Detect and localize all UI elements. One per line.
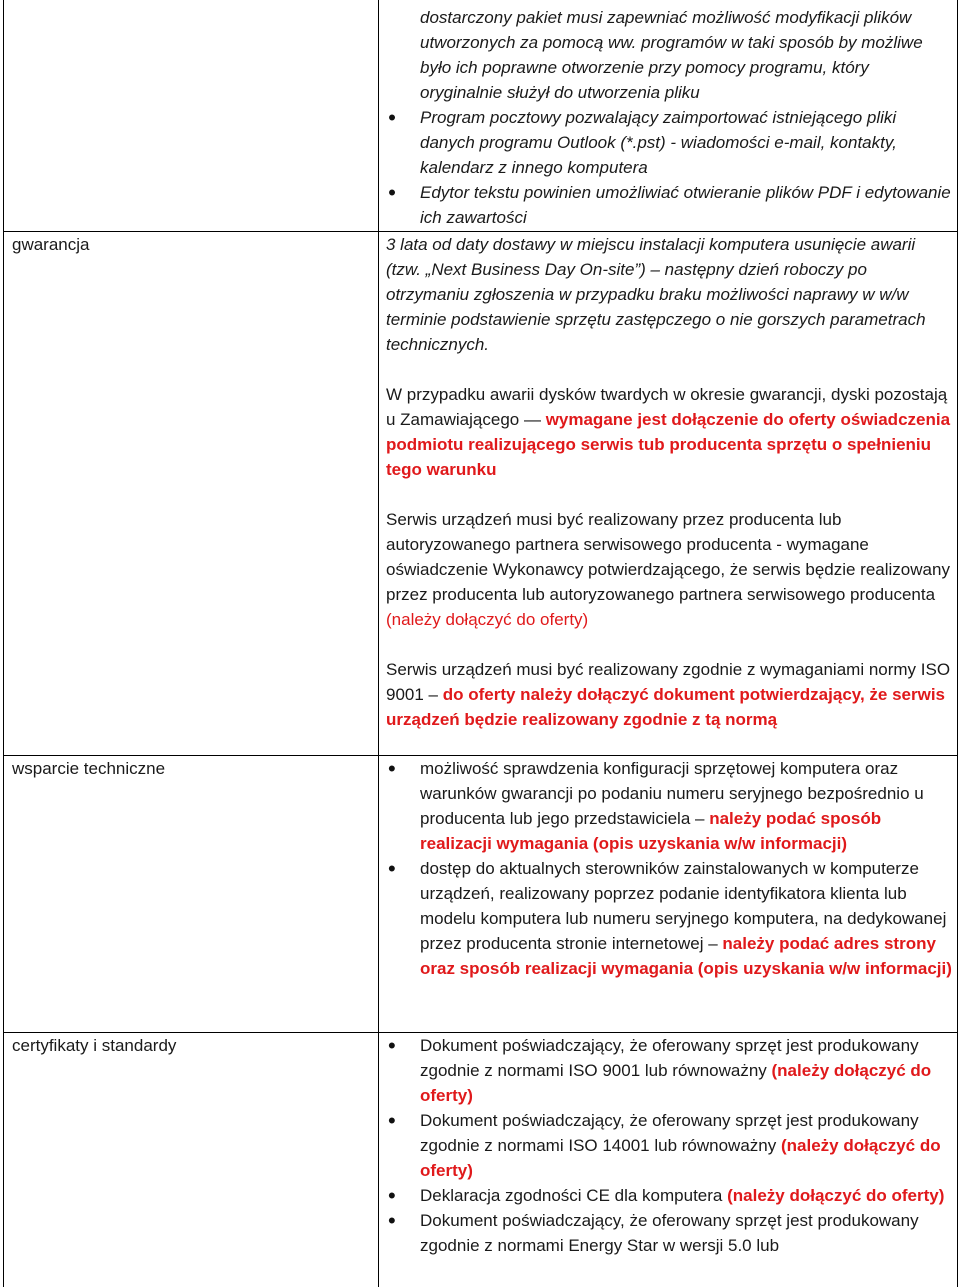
required-note: (należy dołączyć do oferty): [420, 1061, 932, 1105]
required-note: (należy dołączyć do oferty): [727, 1186, 945, 1205]
service-producer-paragraph: [386, 507, 952, 632]
list-item: [386, 856, 952, 981]
paragraph-text: Serwis urządzeń musi być realizowany zgodnie z wymaganiami normy ISO 9001 –: [386, 660, 951, 704]
support-bullet-list: [386, 756, 952, 981]
certificates-bullet-list: [386, 1033, 952, 1258]
required-note: wymagane jest dołączenie do oferty oświadczenia podmiotu realizującego serwis tub producenta sprzętu o spełnieniu tego warunku: [386, 410, 951, 479]
paragraph-text: W przypadku awarii dysków twardych w okresie gwarancji, dyski pozostają u Zamawiającego —: [386, 385, 948, 429]
list-item: • Edytor tekstu powinien umożliwiać otwieranie plików PDF i edytowanie ich zawartości: [386, 180, 952, 230]
row-label-certyfikaty: certyfikaty i standardy: [12, 1036, 177, 1055]
required-note: do oferty należy dołączyć dokument potwierdzający, że serwis urządzeń będzie realizowany zgodnie z tą normą: [386, 685, 946, 729]
list-item: dostarczony pakiet musi zapewniać możliwość modyfikacji plików utworzonych za pomocą ww. programów w taki sposób by możliwe było ich poprawne otworzenie przy pomocy programu, który oryginalnie służył do utworzenia pliku: [420, 8, 923, 102]
item-text: dostęp do aktualnych sterowników zainstalowanych w komputerze urządzeń, realizowany poprzez podanie identyfikatora klienta lub modelu komputera lub numeru seryjnego komputera, na dedykowanej przez producenta stronie internetowej –: [420, 859, 947, 953]
list-item: • Program pocztowy pozwalający zaimportować istniejącego pliki danych programu Outlook (*.pst) - wiadomości e-mail, kontakty, kalendarz z innego komputera: [386, 105, 952, 180]
table-border-right: [957, 0, 958, 1287]
table-column-divider: [378, 0, 379, 1287]
gwarancja-cell: [386, 232, 952, 732]
list-item: [386, 1183, 952, 1208]
software-requirements-cell: [386, 5, 952, 230]
wsparcie-cell: [386, 756, 952, 981]
list-item: [386, 1108, 952, 1183]
software-bullet-list: [386, 5, 952, 230]
certyfikaty-cell: [386, 1033, 952, 1258]
list-item: [386, 756, 952, 856]
list-item: [386, 1033, 952, 1108]
row-label-wsparcie: wsparcie techniczne: [12, 759, 166, 778]
disk-failure-paragraph: [386, 382, 952, 482]
item-text: Dokument poświadczający, że oferowany sprzęt jest produkowany zgodnie z normami Energy Star w wersji 5.0 lub: [420, 1211, 919, 1255]
required-note: należy podać sposób realizacji wymagania (opis uzyskania w/w informacji): [420, 809, 882, 853]
row-label-gwarancja: gwarancja: [12, 235, 90, 254]
warranty-paragraph: 3 lata od daty dostawy w miejscu instalacji komputera usunięcie awarii (tzw. „Next Business Day On-site”) – następny dzień roboczy po otrzymaniu zgłoszenia w przypadku braku możliwości naprawy w w/w terminie podstawienie sprzętu zastępczego o nie gorszych parametrach technicznych.: [386, 235, 926, 354]
required-note: należy podać adres strony oraz sposób realizacji wymagania (opis uzyskania w/w informacji): [420, 934, 952, 978]
item-text: Deklaracja zgodności CE dla komputera: [420, 1186, 728, 1205]
iso-service-paragraph: [386, 657, 952, 732]
item-text: możliwość sprawdzenia konfiguracji sprzętowej komputera oraz warunków gwarancji po podaniu numeru seryjnego bezpośrednio u producenta lub jego przedstawiciela –: [420, 759, 924, 828]
required-note: (należy dołączyć do oferty): [420, 1136, 941, 1180]
item-text: Dokument poświadczający, że oferowany sprzęt jest produkowany zgodnie z normami ISO 9001 lub równoważny: [420, 1036, 919, 1080]
paragraph-text: Serwis urządzeń musi być realizowany przez producenta lub autoryzowanego partnera serwisowego producenta - wymagane oświadczenie Wykonawcy potwierdzającego, że serwis będzie realizowany przez producenta lub autoryzowanego partnera serwisowego producenta: [386, 510, 950, 604]
list-item: [386, 1208, 952, 1258]
required-note: (należy dołączyć do oferty): [386, 610, 589, 629]
item-text: Dokument poświadczający, że oferowany sprzęt jest produkowany zgodnie z normami ISO 14001 lub równoważny: [420, 1111, 919, 1155]
table-border-left: [3, 0, 4, 1287]
